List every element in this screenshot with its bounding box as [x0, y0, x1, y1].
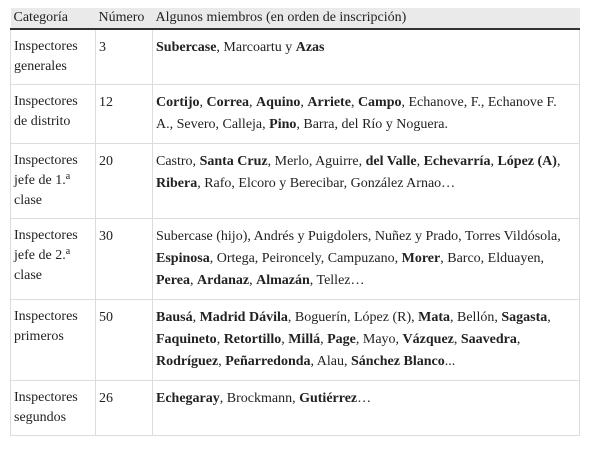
header-miembros: Algunos miembros (en orden de inscripción): [153, 8, 580, 29]
member-name: Faquineto: [156, 332, 217, 347]
member-name: Subercase: [156, 40, 217, 55]
member-name: Azas: [295, 40, 325, 55]
members-cell: [153, 381, 580, 436]
member-separator: ,: [249, 95, 257, 110]
table-row: [11, 29, 580, 85]
member-name: Retortillo: [223, 332, 282, 347]
member-name: Saavedra: [460, 332, 517, 347]
number-cell: 20: [96, 144, 153, 219]
member-separator: ,: [320, 332, 328, 347]
member-name: Bausá: [156, 310, 193, 325]
table-row: [11, 144, 580, 219]
member-name: Santa Cruz: [199, 154, 268, 169]
member-name: Page: [327, 332, 356, 347]
category-cell: [11, 29, 96, 85]
member-separator: ,: [249, 273, 257, 288]
member-name: Correa: [206, 95, 250, 110]
member-name: Rodríguez: [156, 354, 219, 369]
table-row: [11, 381, 580, 436]
header-numero: Número: [96, 8, 153, 29]
member-separator: , Barra, del Río y Noguera.: [296, 117, 448, 132]
members-cell: [153, 219, 580, 300]
inspectors-table: [10, 8, 580, 436]
member-separator: ,: [281, 332, 289, 347]
header-row: [11, 8, 580, 29]
member-separator: ,: [218, 354, 226, 369]
number-cell: 26: [96, 381, 153, 436]
member-name: Ribera: [156, 176, 198, 191]
member-name: Madrid Dávila: [199, 310, 288, 325]
member-separator: , Alau,: [310, 354, 351, 369]
table-row: [11, 219, 580, 300]
table-row: [11, 300, 580, 381]
header-categoria: Categoría: [11, 8, 96, 29]
number-cell: 12: [96, 85, 153, 144]
member-separator: , Rafo, Elcoro y Berecibar, González Arnao…: [197, 176, 456, 191]
member-separator: ,: [416, 154, 424, 169]
member-name: Sagasta: [501, 310, 548, 325]
member-separator: ,: [216, 332, 224, 347]
member-separator: ,: [199, 95, 207, 110]
member-name: Aquino: [256, 95, 301, 110]
members-cell: [153, 29, 580, 85]
member-separator: , Mayo,: [355, 332, 403, 347]
category-text-tail: clase: [14, 268, 42, 283]
member-name: Morer: [401, 251, 441, 266]
category-text-tail: clase: [14, 193, 42, 208]
member-name: Arriete: [307, 95, 351, 110]
member-name: Sánchez Blanco: [350, 354, 445, 369]
member-separator: , Ortega, Peironcely, Campuzano,: [209, 251, 402, 266]
member-separator: Subercase (hijo), Andrés y Puigdolers, Nuñez y Prado, Torres Vildósola,: [156, 229, 561, 244]
member-separator: Castro,: [156, 154, 200, 169]
category-superscript: a: [65, 246, 71, 257]
member-name: Almazán: [256, 273, 310, 288]
member-separator: ,: [547, 310, 551, 325]
category-cell: [11, 85, 96, 144]
category-cell: [11, 219, 96, 300]
category-superscript: a: [65, 171, 71, 182]
member-name: Peñarredonda: [225, 354, 311, 369]
member-name: Vázquez: [402, 332, 454, 347]
member-name: Ardanaz: [196, 273, 250, 288]
member-name: Echevarría: [423, 154, 491, 169]
member-separator: ,: [350, 95, 358, 110]
category-cell: [11, 144, 96, 219]
member-name: Perea: [156, 273, 190, 288]
members-cell: [153, 144, 580, 219]
member-separator: , Barco, Elduayen,: [440, 251, 545, 266]
member-name: Pino: [269, 117, 297, 132]
member-separator: , Boguerín, López (R),: [287, 310, 419, 325]
category-text: Inspectores de distrito: [14, 94, 78, 129]
member-separator: ,: [189, 273, 197, 288]
number-cell: 3: [96, 29, 153, 85]
member-name: Cortijo: [156, 95, 200, 110]
member-name: Mata: [418, 310, 450, 325]
member-name: del Valle: [365, 154, 417, 169]
category-text: Inspectores jefe de 1.: [14, 153, 78, 188]
member-separator: ,: [556, 154, 561, 169]
number-cell: 30: [96, 219, 153, 300]
category-text: Inspectores generales: [14, 39, 78, 74]
table-body: [11, 29, 580, 436]
member-separator: , Brockmann,: [219, 391, 300, 406]
category-text: Inspectores jefe de 2.: [14, 228, 78, 263]
members-cell: [153, 300, 580, 381]
member-name: Echegaray: [156, 391, 220, 406]
member-separator: , Echanove, F., Echanove F. A., Severo, Calleja,: [156, 95, 557, 132]
category-text: Inspectores primeros: [14, 309, 78, 344]
number-cell: 50: [96, 300, 153, 381]
member-name: Millá: [288, 332, 321, 347]
category-cell: [11, 300, 96, 381]
member-separator: ...: [444, 354, 456, 369]
member-separator: ,: [490, 154, 498, 169]
member-separator: , Tellez…: [309, 273, 365, 288]
member-name: Espinosa: [156, 251, 210, 266]
member-name: Gutiérrez: [299, 391, 358, 406]
member-name: López (A): [497, 154, 557, 169]
member-separator: ,: [300, 95, 308, 110]
member-name: Campo: [357, 95, 402, 110]
category-cell: [11, 381, 96, 436]
members-cell: [153, 85, 580, 144]
table-row: [11, 85, 580, 144]
table-header: [11, 8, 580, 29]
category-text: Inspectores segundos: [14, 390, 78, 425]
member-separator: ,: [192, 310, 200, 325]
member-separator: , Marcoartu y: [216, 40, 296, 55]
member-separator: ,: [516, 332, 521, 347]
member-separator: …: [357, 391, 372, 406]
member-separator: ,: [453, 332, 461, 347]
member-separator: , Merlo, Aguirre,: [267, 154, 366, 169]
member-separator: , Bellón,: [450, 310, 502, 325]
